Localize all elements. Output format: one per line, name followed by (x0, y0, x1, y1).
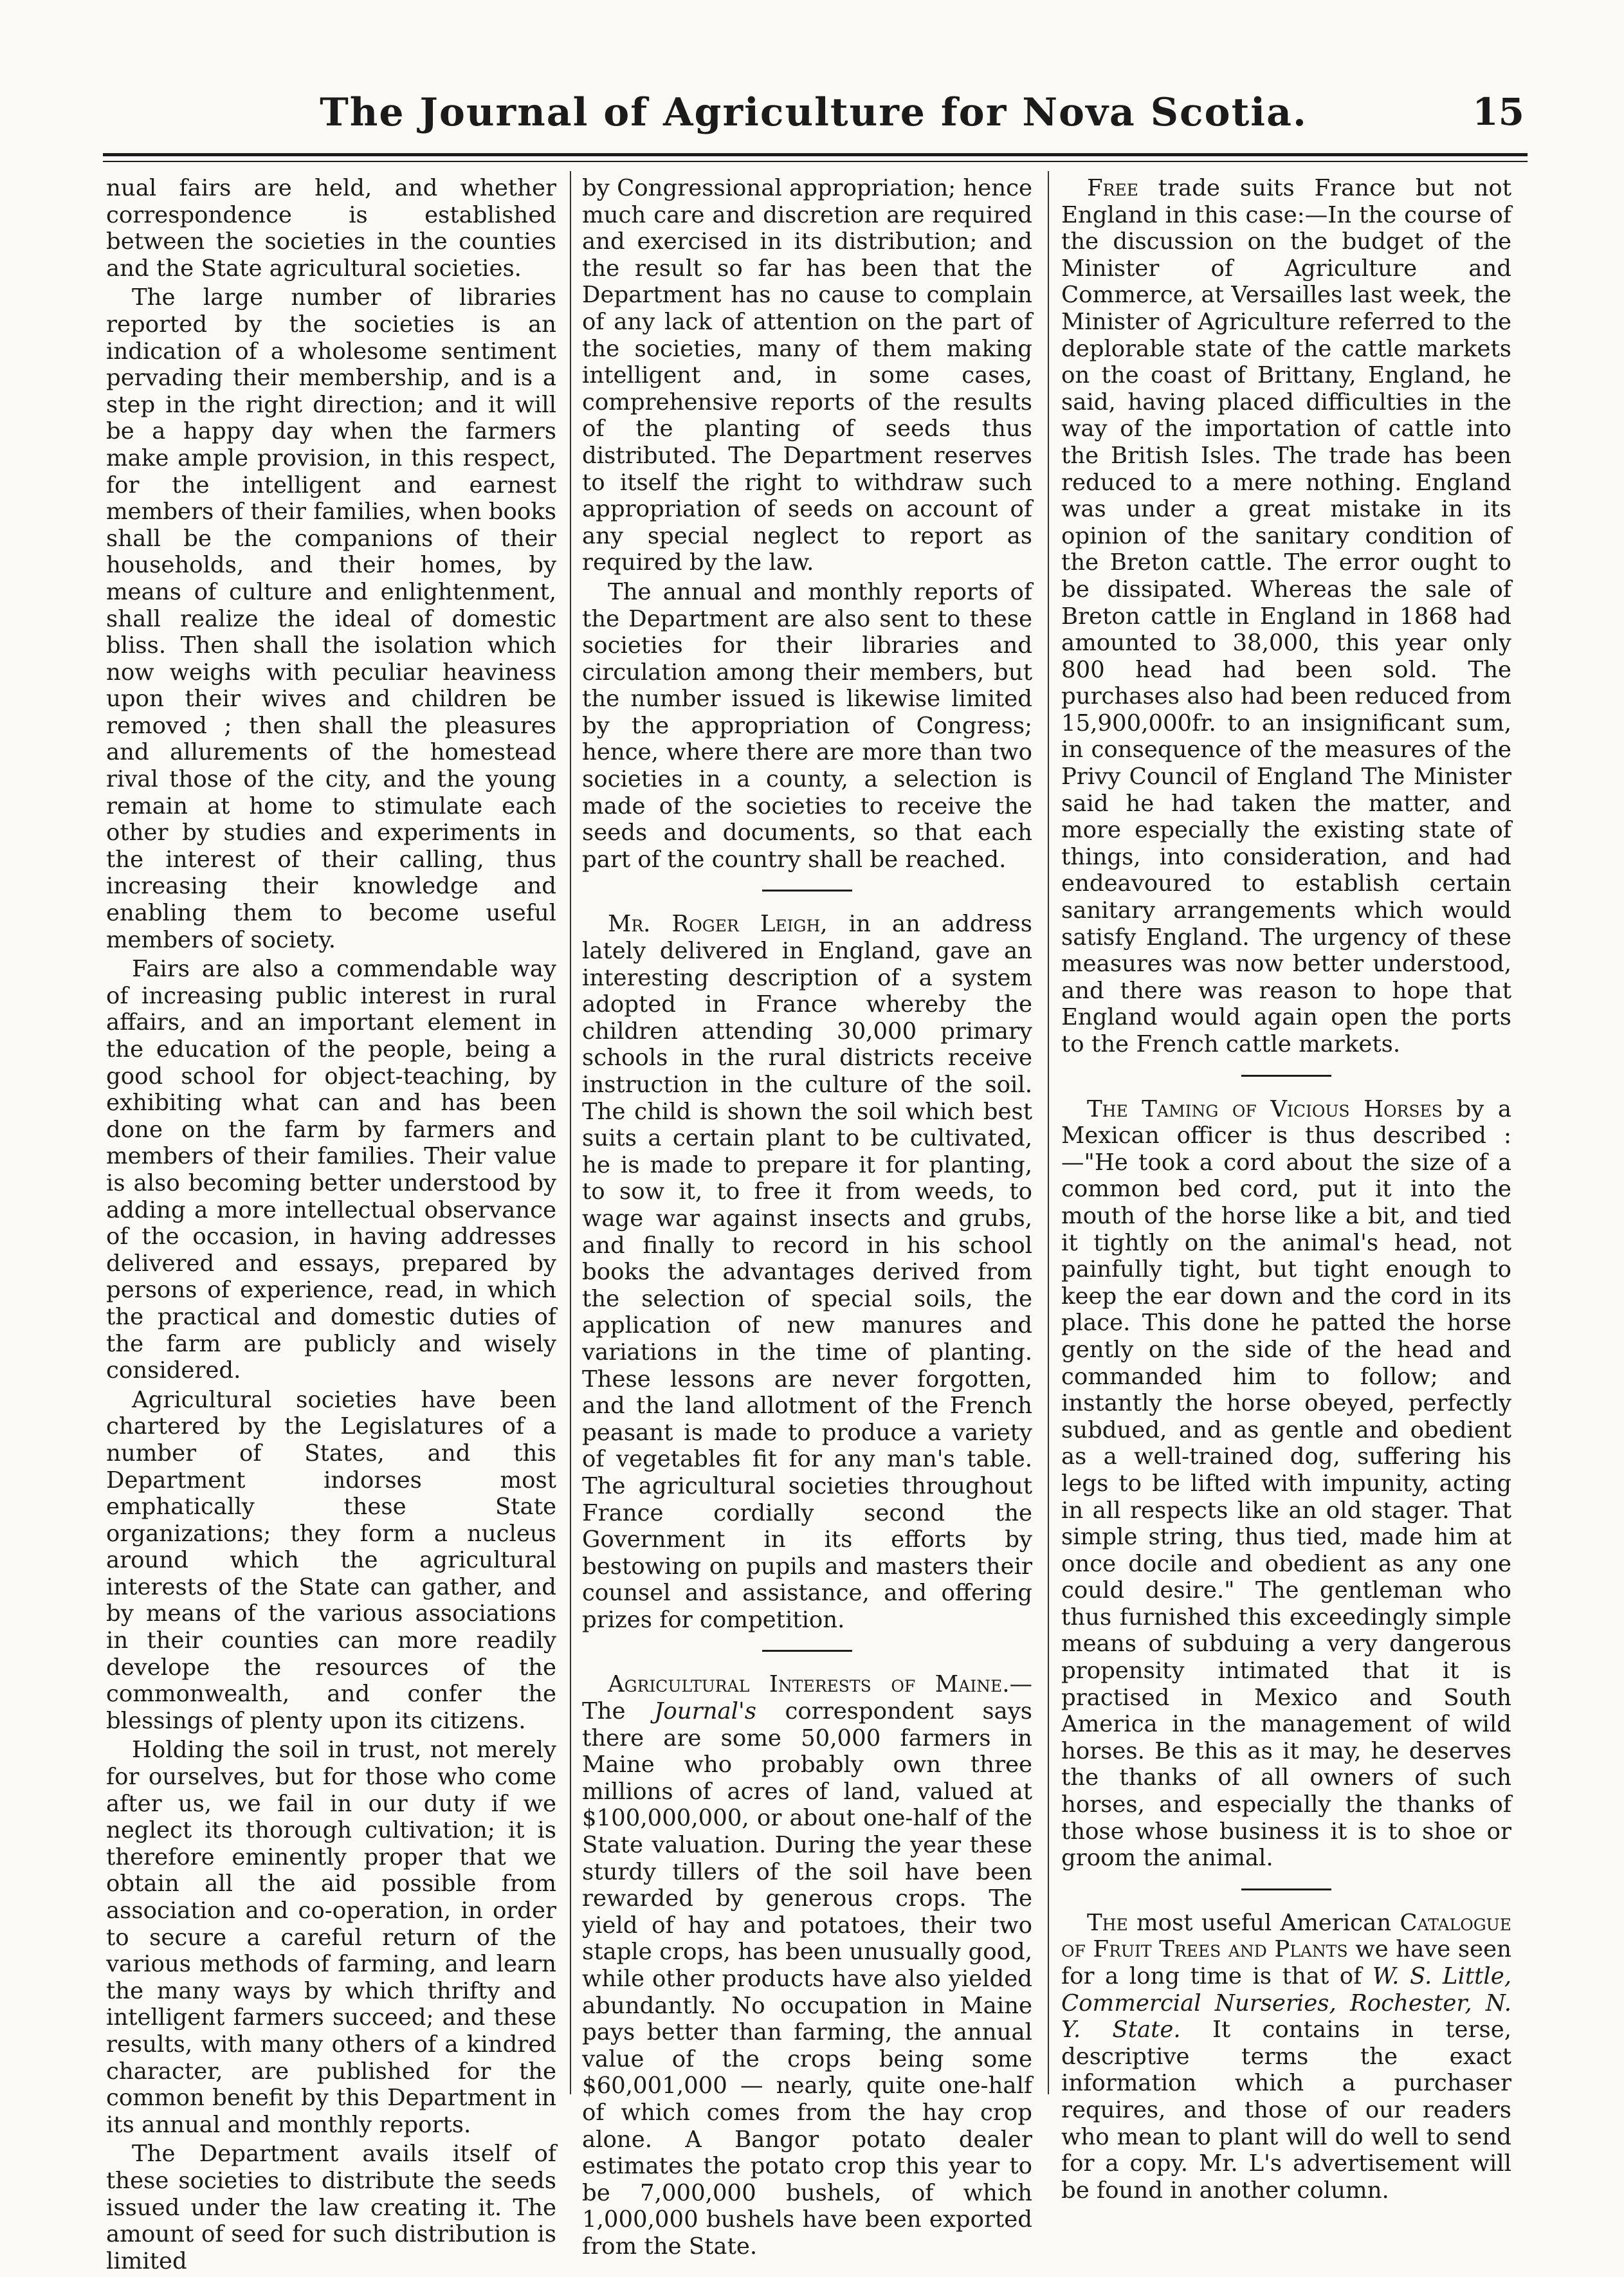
article-body: we have seen for a long time is that of (1061, 1936, 1511, 1989)
page-number: 15 (1472, 90, 1524, 134)
section-separator (1241, 1075, 1331, 1077)
journal-italic: Journal's (654, 1698, 756, 1725)
article-body: most useful American (1127, 1909, 1400, 1936)
column-2 (582, 175, 1032, 2263)
maine-article (582, 1671, 1032, 2260)
column-divider (570, 171, 571, 2094)
free-trade-article (1061, 175, 1511, 1058)
article-lead: The Taming of Vicious Horses (1087, 1095, 1443, 1122)
article-body: It contains in terse, descriptive terms the exact information which a purchaser requires, and those of our readers who mean to plant will do well to send for a copy. Mr. L's advertisement will be found in another column. (1061, 2016, 1511, 2204)
article-lead: The (1087, 1909, 1128, 1936)
catalogue-article (1061, 1910, 1511, 2204)
article-paragraph: The annual and monthly reports of the Department are also sent to these societies for their libraries and circulation among their members, but the number issued is likewise limited by the appropriation of Congress; hence, where there are more than two societies in a county, a selection is made of the societies to receive the seeds and documents, so that each part of the country shall be reached. (582, 578, 1032, 873)
column-1 (106, 175, 556, 2277)
article-paragraph: by Congressional appropriation; hence much care and discretion are required and exercised in its distribution; and the result so far has been that the Department has no cause to complain of any lack of attention on the part of the societies, many of them making intelligent and, in some cases, comprehensive reports of the results of the planting of seeds thus distributed. The Department reserves to itself the right to withdraw such appropriation of seeds on account of any special neglect to report as required by the law. (582, 175, 1032, 576)
article-paragraph: The Department avails itself of these societies to distribute the seeds issued under the law creating it. The amount of seed for such distribution is limited (106, 2141, 556, 2274)
nursery-name-italic: W. S. Little, Commercial Nurseries, Rochester, N. Y. State. (1061, 1963, 1511, 2044)
article-lead: Free (1087, 175, 1138, 201)
leigh-article (582, 911, 1032, 1633)
article-paragraph: Fairs are also a commendable way of increasing public interest in rural affairs, and an important element in the education of the people, being a good school for object-teaching, by exhibiting what can and has been done on the farm by farmers and members of their families. Their value is also becoming better understood by adding a more intellectual observance of the occasion, in having addresses delivered and essays, prepared by persons of experience, read, in which the practical and domestic duties of the farm are publicly and wisely considered. (106, 956, 556, 1384)
section-separator (1241, 1888, 1331, 1890)
article-lead: Agricultural Interests of Maine. (608, 1671, 1010, 1698)
header-rule-thick (103, 153, 1528, 156)
article-body: — The (582, 1671, 1032, 1725)
article-body: by a Mexican officer is thus described :—"He took a cord about the size of a common bed cord, put it into the mouth of the horse like a bit, and tied it tightly on the animal's head, not painfully tight, but tight enough to keep the ear down and the cord in its place. This done he patted the horse gently on the side of the head and commanded him to follow; and instantly the horse obeyed, perfectly subdued, and as gentle and obedient as a well-trained dog, suffering his legs to be lifted with impunity, acting in all respects like an old stager. That simple string, thus tied, made him at once docile and obedient as any one could desire." The gentleman who thus furnished this exceedingly simple means of subduing a very dangerous propensity intimated that it is practised in Mexico and South America in the management of wild horses. Be this as it may, he deserves the thanks of all owners of such horses, and especially the thanks of those whose business it is to shoe or groom the animal. (1061, 1095, 1511, 1872)
section-separator (762, 890, 852, 892)
article-body: trade suits France but not England in this case:—In the course of the discussion on the budget of the Minister of Agriculture and Commerce, at Versailles last week, the Minister of Agriculture referred to the deplorable state of the cattle markets on the coast of Brittany, England, he said, having placed difficulties in the way of the importation of cattle into the British Isles. The trade has been reduced to a mere nothing. England was under a great mistake in its opinion of the sanitary condition of the Breton cattle. The error ought to be dissipated. Whereas the sale of Breton cattle in England in 1868 had amounted to 38,000, this year only 800 head had been sold. The purchases also had been reduced from 15,900,000fr. to an insignificant sum, in consequence of the measures of the Privy Council of England The Minister said he had taken the matter, and more especially the existing state of things, into consideration, and had endeavoured to establish certain sanitary arrangements which would satisfy England. The urgency of these measures was now better understood, and there was reason to hope that England would again open the ports to the French cattle markets. (1061, 175, 1511, 1057)
article-paragraph: Holding the soil in trust, not merely for ourselves, but for those who come after us, we fail in our duty if we neglect its thorough cultivation; it is therefore eminently proper that we obtain all the aid possible from association and co-operation, in order to secure a careful return of the various methods of farming, and learn the many ways by which thrifty and intelligent farmers succeed; and these results, with many others of a kindred character, are published for the common benefit by this Department in its annual and monthly reports. (106, 1737, 556, 2138)
column-divider (1048, 171, 1049, 2094)
article-lead: Catalogue of Fruit Trees and Plants (1061, 1909, 1511, 1963)
masthead (103, 90, 1524, 148)
article-body: in an address lately delivered in England, gave an interesting description of a system adopted in France whereby the children attending 30,000 primary schools in the rural districts receive instruction in the culture of the soil. The child is shown the soil which best suits a certain plant to be cultivated, he is made to prepare it for planting, to sow it, to free it from weeds, to wage war against insects and grubs, and finally to record in his school books the advantages derived from the selection of special soils, the application of new manures and variations in the time of planting. These lessons are never forgotten, and the land allotment of the French peasant is made to produce a variety of vegetables fit for any man's table. The agricultural societies throughout France cordially second the Government in its efforts by bestowing on pupils and masters their counsel and assistance, and offering prizes for competition. (582, 911, 1032, 1633)
journal-title: The Journal of Agriculture for Nova Scotia. (320, 90, 1308, 135)
article-lead: Mr. Roger Leigh, (608, 911, 828, 938)
horses-article (1061, 1096, 1511, 1872)
section-separator (762, 1650, 852, 1652)
article-body: correspondent says there are some 50,000 farmers in Maine who probably own three millions of acres of land, valued at $100,000,000, or about one-half of the State valuation. During the year these sturdy tillers of the soil have been rewarded by generous crops. The yield of hay and potatoes, their two staple crops, has been unusually good, while other products have also yielded abundantly. No occupation in Maine pays better than farming, the annual value of the crops being some $60,001,000 — nearly, quite one-half of which comes from the hay crop alone. A Bangor potato dealer estimates the potato crop this year to be 7,000,000 bushels, of which 1,000,000 bushels have been exported from the State. (582, 1698, 1032, 2260)
article-paragraph: The large number of libraries reported by the societies is an indication of a wholesome sentiment pervading their membership, and is a step in the right direction; and it will be a happy day when the farmers make ample provision, in this respect, for the intelligent and earnest members of their families, when books shall be the companions of their households, and their homes, by means of culture and enlightenment, shall realize the ideal of domestic bliss. Then shall the isolation which now weighs with peculiar heaviness upon their wives and children be removed ; then shall the pleasures and allurements of the homestead rival those of the city, and the young remain at home to stimulate each other by studies and experiments in the interest of their calling, thus increasing their knowledge and enabling them to become useful members of society. (106, 284, 556, 953)
header-rule-thin (103, 161, 1528, 162)
article-paragraph: nual fairs are held, and whether correspondence is established between the societies in the counties and the State agricultural societies. (106, 175, 556, 282)
column-3 (1061, 175, 1511, 2206)
article-paragraph: Agricultural societies have been chartered by the Legislatures of a number of States, and this Department indorses most emphatically these State organizations; they form a nucleus around which the agricultural interests of the State can gather, and by means of the various associations in their counties can more readily develope the resources of the commonwealth, and confer the blessings of plenty upon its citizens. (106, 1386, 556, 1734)
